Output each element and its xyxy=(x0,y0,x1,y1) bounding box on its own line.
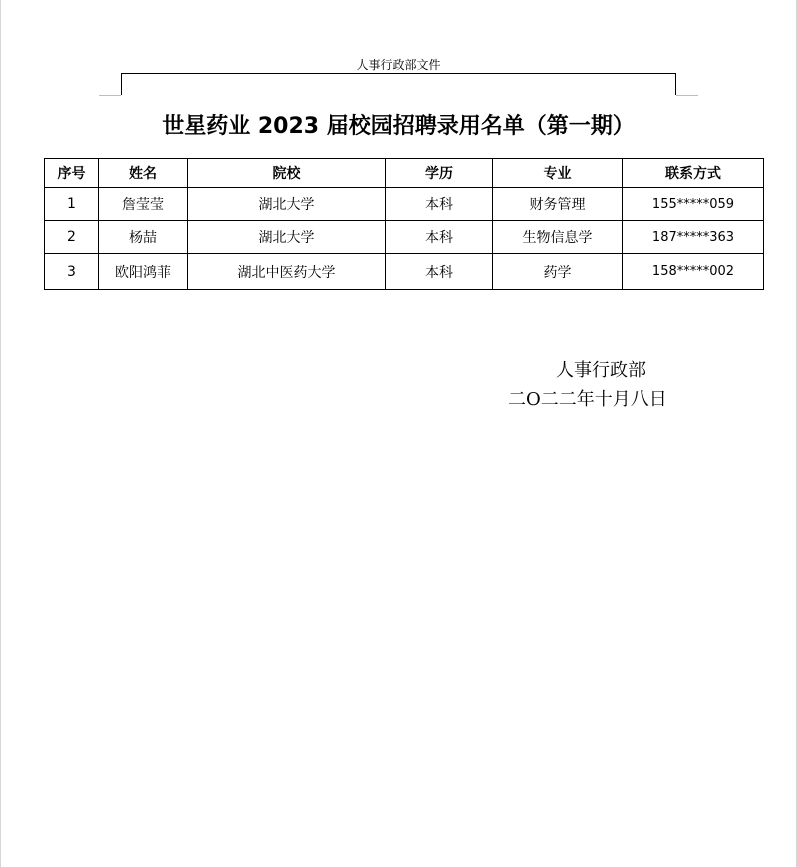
column-header-major: 专业 xyxy=(493,159,623,188)
cell-degree: 本科 xyxy=(386,188,493,221)
cell-contact: 158*****002 xyxy=(623,254,764,290)
cell-index: 2 xyxy=(45,221,99,254)
margin-corner-left xyxy=(99,95,121,96)
margin-corner-right xyxy=(676,95,698,96)
column-header-degree: 学历 xyxy=(386,159,493,188)
cell-major: 生物信息学 xyxy=(493,221,623,254)
cell-name: 欧阳鸿菲 xyxy=(99,254,188,290)
header-rule xyxy=(121,73,675,74)
column-header-name: 姓名 xyxy=(99,159,188,188)
header-rule-right-tick xyxy=(675,73,676,95)
table-row xyxy=(45,188,764,221)
cell-major: 财务管理 xyxy=(493,188,623,221)
cell-index: 3 xyxy=(45,254,99,290)
cell-degree: 本科 xyxy=(386,221,493,254)
cell-contact: 187*****363 xyxy=(623,221,764,254)
cell-major: 药学 xyxy=(493,254,623,290)
cell-name: 詹莹莹 xyxy=(99,188,188,221)
cell-contact: 155*****059 xyxy=(623,188,764,221)
cell-school: 湖北大学 xyxy=(188,221,386,254)
header-rule-left-tick xyxy=(121,73,122,95)
document-header: 人事行政部文件 xyxy=(356,58,441,72)
hiring-roster-table xyxy=(44,158,764,290)
document-title: 世星药业 2023 届校园招聘录用名单（第一期） xyxy=(162,114,635,139)
signature-department: 人事行政部 xyxy=(556,360,646,381)
table-header-row xyxy=(45,159,764,188)
column-header-contact: 联系方式 xyxy=(623,159,764,188)
cell-degree: 本科 xyxy=(386,254,493,290)
cell-index: 1 xyxy=(45,188,99,221)
table-row xyxy=(45,221,764,254)
signature-date: 二O二二年十月八日 xyxy=(508,389,667,410)
cell-school: 湖北中医药大学 xyxy=(188,254,386,290)
column-header-school: 院校 xyxy=(188,159,386,188)
column-header-index: 序号 xyxy=(45,159,99,188)
cell-name: 杨喆 xyxy=(99,221,188,254)
table-row xyxy=(45,254,764,290)
cell-school: 湖北大学 xyxy=(188,188,386,221)
